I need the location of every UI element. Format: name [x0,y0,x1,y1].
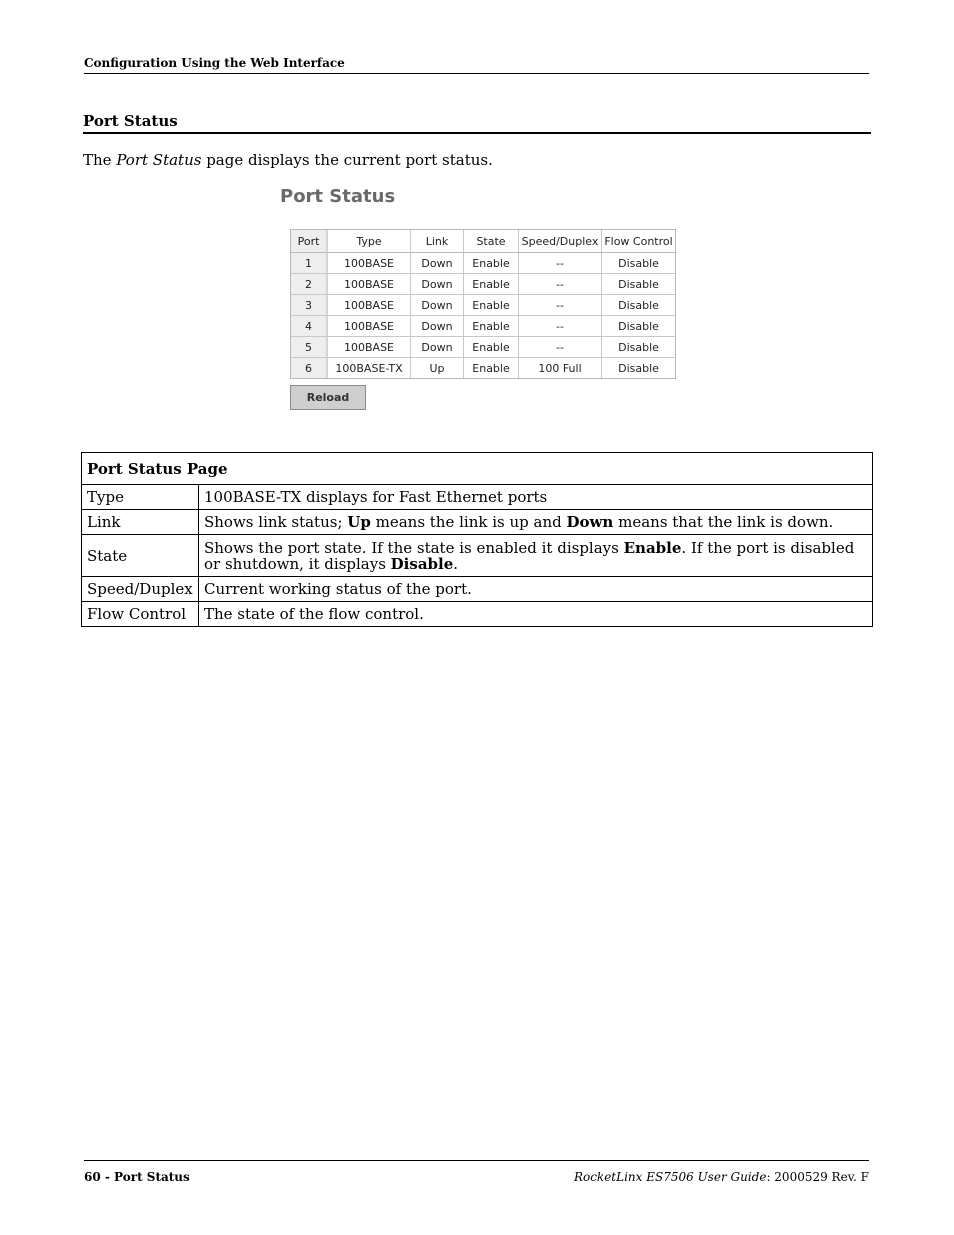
cell-speed-duplex: 100 Full [519,358,602,378]
intro-paragraph [83,151,493,169]
table-row [82,535,873,577]
col-header-link: Link [411,230,464,253]
section-title: Port Status [83,112,871,134]
cell-flow-control: Disable [602,316,675,337]
table-row [291,316,675,337]
cell-state: Enable [464,274,519,295]
cell-port: 5 [291,337,328,358]
desc-link-text-2: means the link is up and [370,513,567,531]
port-status-description-table [81,452,873,627]
footer-page-label: 60 - Port Status [84,1170,190,1184]
desc-link-text-1: Shows link status; [204,513,348,531]
desc-table-title-row [82,453,873,485]
cell-port: 1 [291,253,328,274]
term-link: Link [82,510,199,535]
desc-state-disable: Disable [390,554,454,573]
cell-link: Down [411,253,464,274]
desc-table-title: Port Status Page [82,453,873,485]
desc-link-up: Up [347,513,371,531]
cell-type: 100BASE [328,253,411,274]
table-row [82,485,873,510]
cell-flow-control: Disable [602,337,675,358]
cell-flow-control: Disable [602,274,675,295]
desc-link-text-3: means that the link is down. [613,513,834,531]
cell-state: Enable [464,316,519,337]
cell-speed-duplex: -- [519,295,602,316]
ui-page-heading: Port Status [280,186,396,207]
cell-port: 6 [291,358,328,378]
intro-text-italic: Port Status [116,151,202,169]
cell-state: Enable [464,337,519,358]
table-row [82,577,873,602]
col-header-state: State [464,230,519,253]
desc-state-text-3: . [453,554,459,573]
port-status-table [290,229,676,379]
col-header-speed-duplex: Speed/Duplex [519,230,602,253]
cell-speed-duplex: -- [519,337,602,358]
term-flow-control: Flow Control [82,602,199,627]
running-head: Configuration Using the Web Interface [84,56,869,74]
intro-text-post: page displays the current port status. [201,151,493,169]
cell-type: 100BASE [328,316,411,337]
table-row [82,510,873,535]
cell-flow-control: Disable [618,361,659,375]
desc-state-text-2: . If the port is disabled or shutdown, it displays [204,538,855,573]
cell-state: Enable [464,253,519,274]
cell-type: 100BASE [328,274,411,295]
col-header-flow-control: Flow Control [602,230,675,253]
footer-doc-title: RocketLinx ES7506 User Guide [573,1170,767,1184]
cell-state: Enable [464,295,519,316]
cell-flow-control: Disable [602,253,675,274]
table-row [291,253,675,274]
footer-doc-info [574,1170,869,1184]
desc-link [199,510,873,535]
cell-speed-duplex: -- [519,253,602,274]
desc-type: 100BASE-TX displays for Fast Ethernet ports [199,485,873,510]
intro-text-pre: The [83,151,117,169]
table-row [291,337,675,358]
term-speed-duplex: Speed/Duplex [82,577,199,602]
cell-link: Down [411,337,464,358]
cell-link: Down [411,274,464,295]
cell-link: Up [411,358,464,378]
cell-type: 100BASE-TX [328,358,411,378]
table-row [291,358,675,378]
port-table-header-row [291,230,675,253]
term-state: State [82,535,199,577]
table-row [82,602,873,627]
cell-state: Enable [464,358,519,378]
footer-doc-revision: : 2000529 Rev. F [766,1170,869,1184]
table-row [291,274,675,295]
cell-speed-duplex: -- [519,316,602,337]
col-header-type: Type [328,230,411,253]
cell-link: Down [411,295,464,316]
desc-state-text-1: Shows the port state. If the state is enabled it displays [204,538,624,557]
cell-link: Down [411,316,464,337]
cell-type: 100BASE [328,295,411,316]
desc-link-down: Down [566,513,614,531]
col-header-port: Port [291,230,328,253]
footer-divider [84,1160,869,1161]
table-row [291,295,675,316]
cell-port: 2 [291,274,328,295]
desc-state [199,535,873,577]
cell-speed-duplex: -- [519,274,602,295]
desc-speed-duplex: Current working status of the port. [199,577,873,602]
cell-port: 4 [291,316,328,337]
desc-flow-control: The state of the flow control. [199,602,873,627]
cell-flow-control: Disable [602,295,675,316]
reload-button[interactable]: Reload [290,385,366,410]
cell-type: 100BASE [328,337,411,358]
term-type: Type [82,485,199,510]
cell-port: 3 [291,295,328,316]
desc-state-enable: Enable [623,538,682,557]
